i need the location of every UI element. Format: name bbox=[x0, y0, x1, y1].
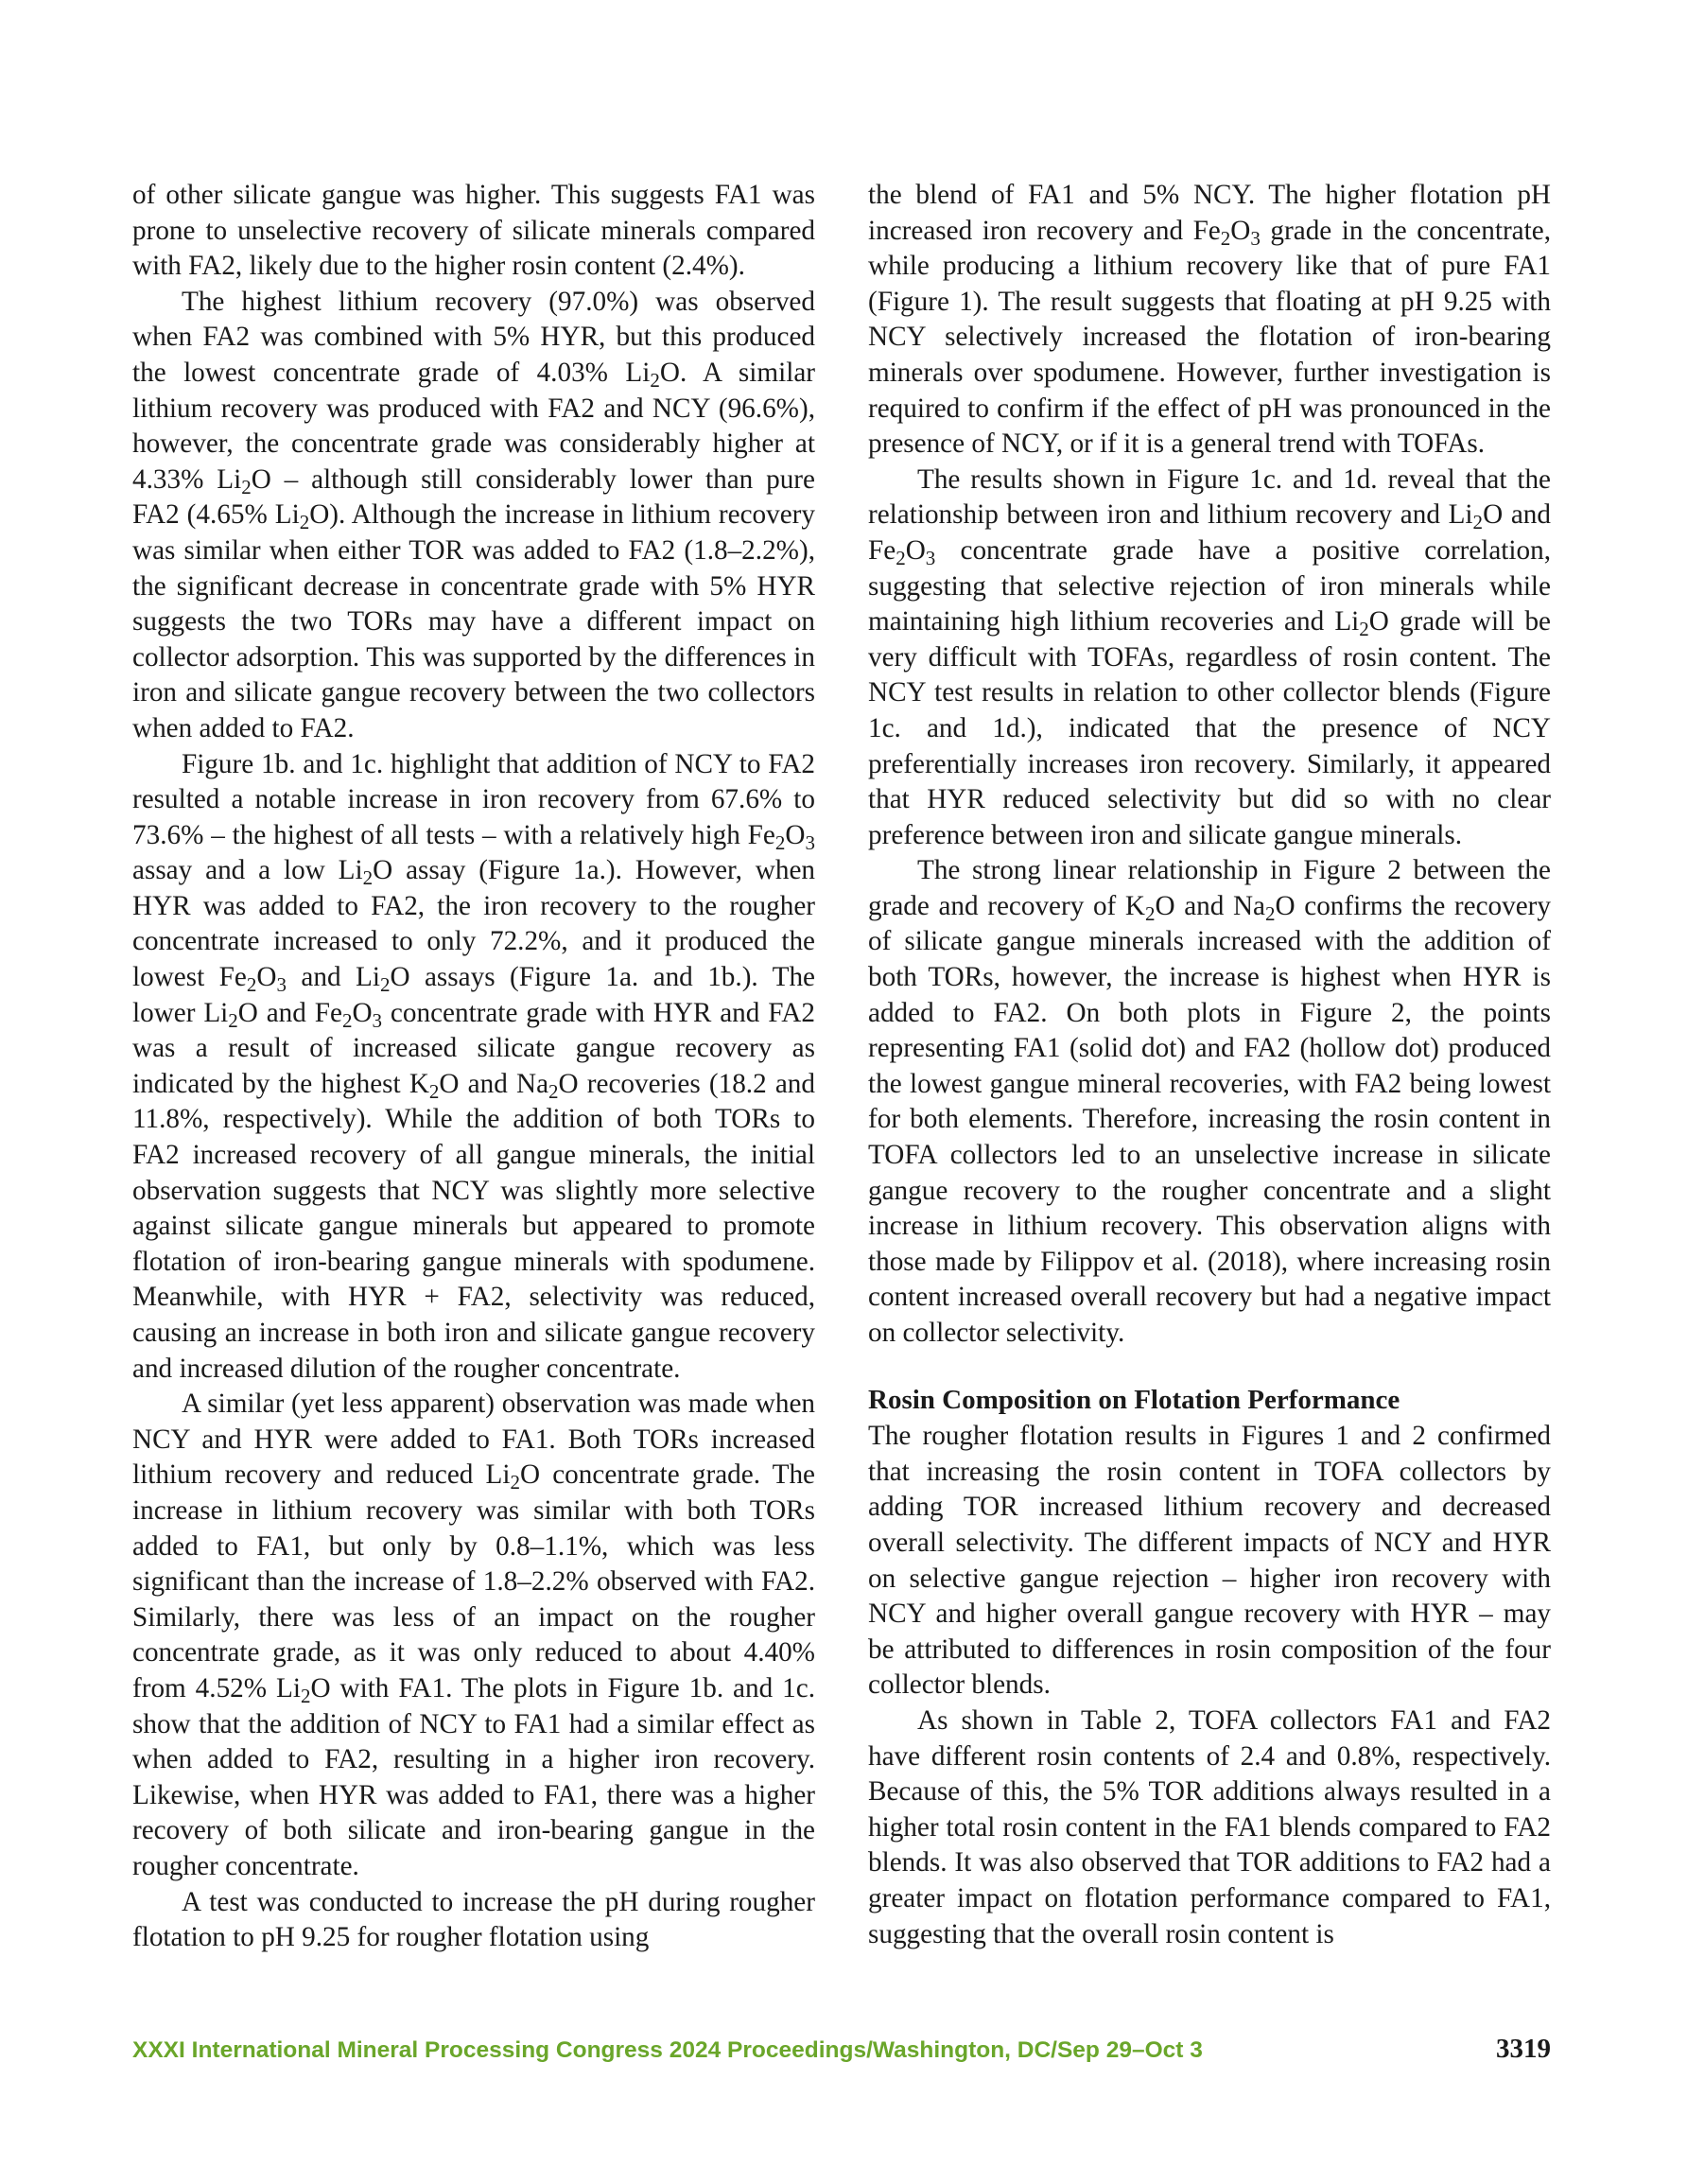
paragraph: The highest lithium recovery (97.0%) was observed when FA2 was combined with 5% HYR, but this produced the lowest concentrate grade of 4.03% $Li_2O$. A similar lithium recovery was produced with FA2 and NCY (96.6%), however, the concentrate grade was considerably higher at 4.33% $Li_2O$ – although still considerably lower than pure FA2 (4.65% $Li_2O$). Although the increase in lithium recovery was similar when either TOR was added to FA2 (1.8–2.2%), the significant decrease in concentrate grade with 5% HYR suggests the two TORs may have a different impact on collector adsorption. This was supported by the differences in iron and silicate gangue recovery between the two collectors when added to FA2. bbox=[132, 286, 815, 743]
paragraph: A similar (yet less apparent) observation was made when NCY and HYR were added to FA1. Both TORs increased lithium recovery and reduced $Li_2O$ concentrate grade. The increase in lithium recovery was similar with both TORs added to FA1, but only by 0.8–1.1%, which was less significant than the increase of 1.8–2.2% observed with FA2. Similarly, there was less of an impact on the rougher concentrate grade, as it was only reduced to about 4.40% from 4.52% $Li_2O$ with FA1. The plots in Figure 1b. and 1c. show that the addition of NCY to FA1 had a similar effect as when added to FA2, resulting in a higher iron recovery. Likewise, when HYR was added to FA1, there was a higher recovery of both silicate and iron-bearing gangue in the rougher concentrate. bbox=[132, 1389, 815, 1881]
paragraph: The results shown in Figure 1c. and 1d. reveal that the relationship between iron and lithium recovery and $Li_2O$ and $Fe_2O_3$ concentrate grade have a positive correlation, suggesting that selective rejection of iron minerals while maintaining high lithium recoveries and $Li_2O$ grade will be very difficult with TOFAs, regardless of rosin content. The NCY test results in relation to other collector blends (Figure 1c. and 1d.), indicated that the presence of NCY preferentially increases iron recovery. Similarly, it appeared that HYR reduced selectivity but did so with no clear preference between iron and silicate gangue minerals. bbox=[868, 463, 1551, 850]
paragraph: As shown in Table 2, TOFA collectors FA1 and FA2 have different rosin contents of 2.4 and 0.8%, respectively. Because of this, the 5% TOR additions always resulted in a higher total rosin content in the FA1 blends compared to FA2 blends. It was also observed that TOR additions to FA2 had a greater impact on flotation performance compared to FA1, suggesting that the overall rosin content is bbox=[868, 1704, 1551, 1949]
paragraph: A test was conducted to increase the pH during rougher flotation to pH 9.25 for rougher flotation using bbox=[132, 1886, 815, 1953]
right-column bbox=[868, 178, 1551, 1952]
page-number: 3319 bbox=[1496, 2034, 1551, 2064]
paragraph: The strong linear relationship in Figure 2 between the grade and recovery of $K_2O$ and $Na_2O$ confirms the recovery of silicate gangue minerals increased with the addition of both TORs, however, the increase is highest when HYR is added to FA2. On both plots in Figure 2, the points representing FA1 (solid dot) and FA2 (hollow dot) produced the lowest gangue mineral recoveries, with FA2 being lowest for both elements. Therefore, increasing the rosin content in TOFA collectors led to an unselective increase in silicate gangue recovery to the rougher concentrate and a slight increase in lithium recovery. This observation aligns with those made by Filippov et al. (2018), where increasing rosin content increased overall recovery but had a negative impact on collector selectivity. bbox=[868, 855, 1552, 1348]
footer-text: XXXI International Mineral Processing Congress 2024 Proceedings/Washington, DC/Sep 29–Oct 3 bbox=[132, 2037, 1203, 2063]
paragraph: the blend of FA1 and 5% NCY. The higher flotation pH increased iron recovery and $Fe_2O_3$ grade in the concentrate, while producing a lithium recovery like that of pure FA1 (Figure 1). The result suggests that floating at pH 9.25 with NCY selectively increased the flotation of iron-bearing minerals over spodumene. However, further investigation is required to confirm if the effect of pH was pronounced in the presence of NCY, or if it is a general trend with TOFAs. bbox=[868, 180, 1551, 460]
paragraph: of other silicate gangue was higher. This suggests FA1 was prone to unselective recovery of silicate minerals compared with FA2, likely due to the higher rosin content (2.4%). bbox=[132, 180, 815, 282]
paragraph: Figure 1b. and 1c. highlight that addition of NCY to FA2 resulted a notable increase in iron recovery from 67.6% to 73.6% – the highest of all tests – with a relatively high $Fe_2O_3$ assay and a low $Li_2O$ assay (Figure 1a.). However, when HYR was added to FA2, the iron recovery to the rougher concentrate increased to only 72.2%, and it produced the lowest $Fe_2O_3$ and $Li_2O$ assays (Figure 1a. and 1b.). The lower $Li_2O$ and $Fe_2O_3$ concentrate grade with HYR and FA2 was a result of increased silicate gangue recovery as indicated by the highest $K_2O$ and $Na_2O$ recoveries (18.2 and 11.8%, respectively). While the addition of both TORs to FA2 increased recovery of all gangue minerals, the initial observation suggests that NCY was slightly more selective against silicate gangue minerals but appeared to promote flotation of iron-bearing gangue minerals with spodumene. Meanwhile, with HYR + FA2, selectivity was reduced, causing an increase in both iron and silicate gangue recovery and increased dilution of the rougher concentrate. bbox=[132, 748, 815, 1384]
left-column bbox=[132, 178, 815, 1956]
section-heading: Rosin Composition on Flotation Performance bbox=[868, 1384, 1400, 1415]
paragraph: The rougher flotation results in Figures 1 and 2 confirmed that increasing the rosin content in TOFA collectors by adding TOR increased lithium recovery and decreased overall selectivity. The different impacts of NCY and HYR on selective gangue rejection – higher iron recovery with NCY and higher overall gangue recovery with HYR – may be attributed to differences in rosin composition of the four collector blends. bbox=[868, 1421, 1551, 1701]
